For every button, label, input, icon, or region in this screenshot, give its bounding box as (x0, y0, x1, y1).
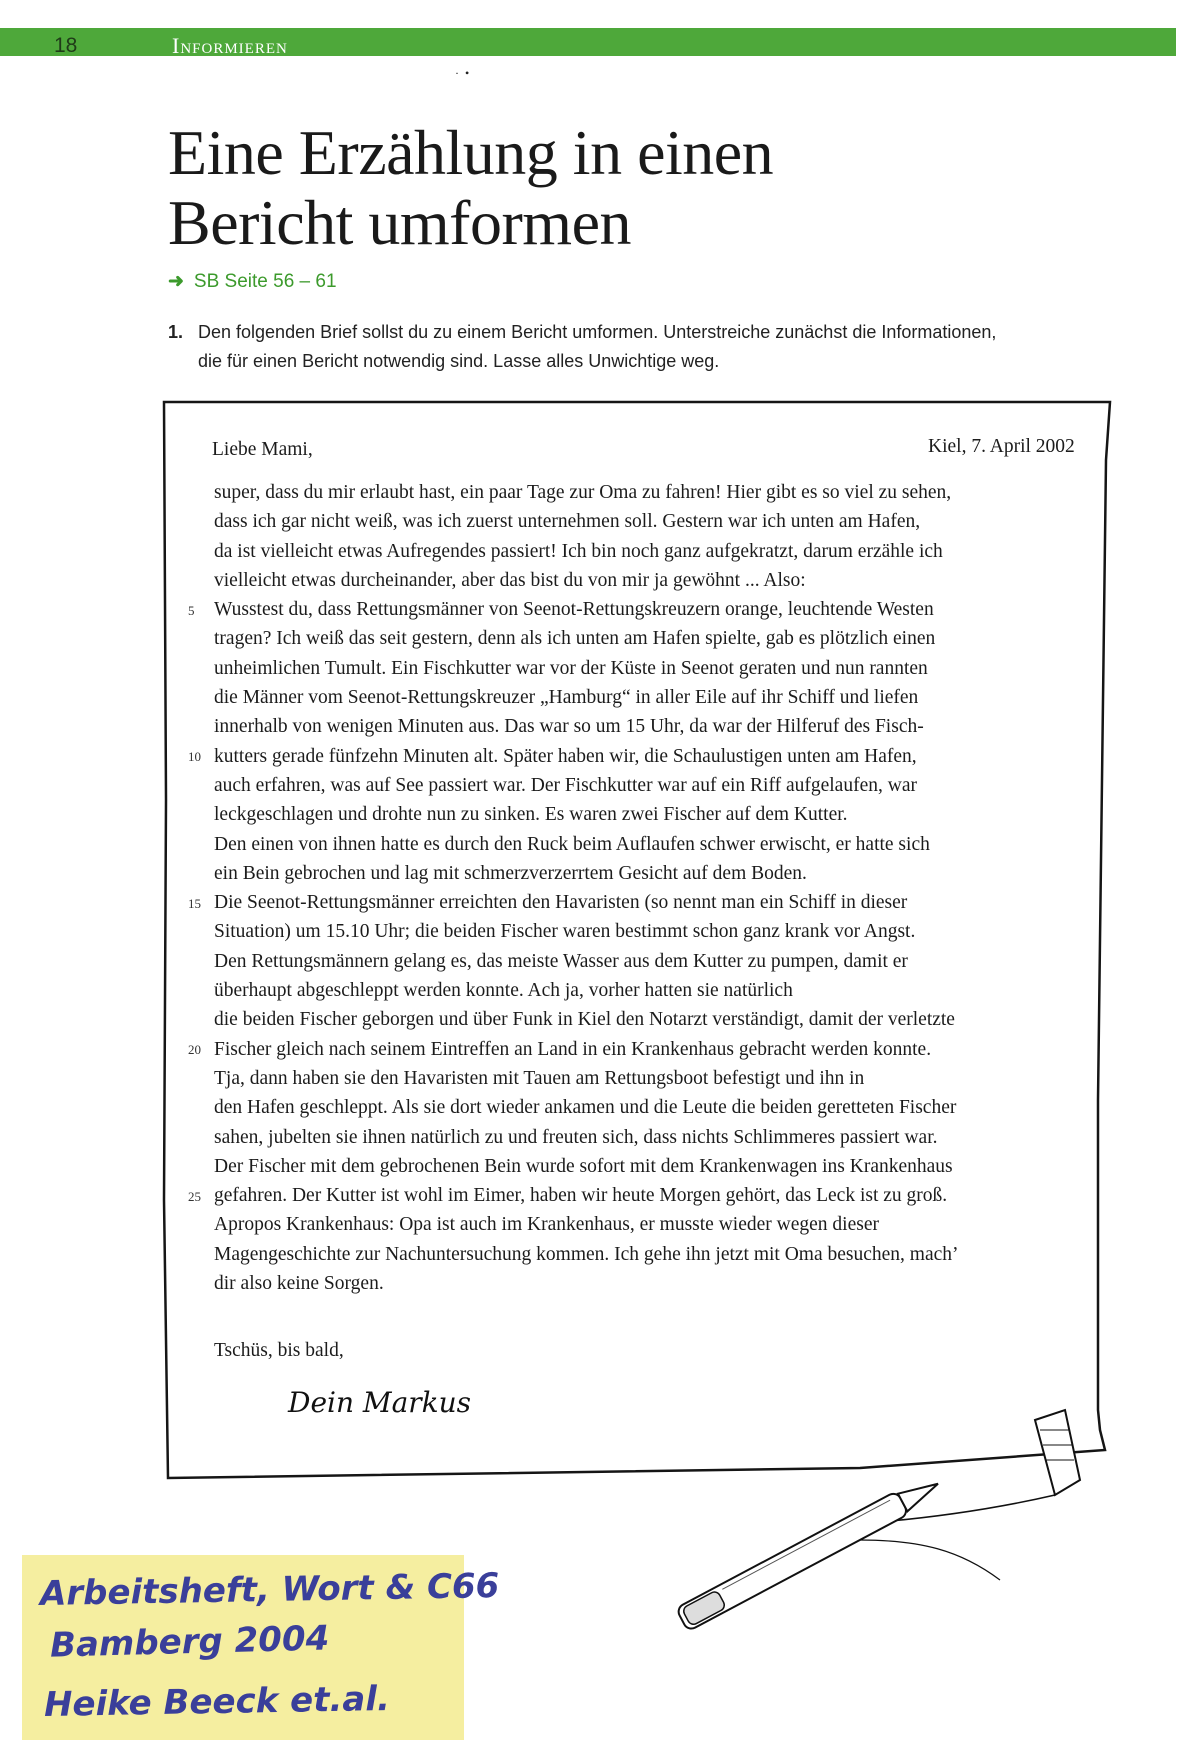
letter-line: die Männer vom Seenot-Rettungskreuzer „Hamburg“ in aller Eile auf ihr Schiff und liefen (214, 687, 919, 709)
letter-signature: Dein Markus (288, 1386, 472, 1419)
line-number: 25 (188, 1189, 201, 1204)
letter-line: ein Bein gebrochen und lag mit schmerzverzerrtem Gesicht auf dem Boden. (214, 862, 807, 884)
letter-line: Apropos Krankenhaus: Opa ist auch im Krankenhaus, er musste wieder wegen dieser (214, 1214, 879, 1236)
letter-salutation: Liebe Mami, (212, 439, 313, 460)
task-text-line-1: Den folgenden Brief sollst du zu einem Bericht umformen. Unterstreiche zunächst die Informationen, (198, 322, 997, 342)
task-instruction (168, 318, 1068, 376)
arrow-right-icon: ➜ (168, 271, 184, 292)
letter-line: Den Rettungsmännern gelang es, das meiste Wasser aus dem Kutter zu pumpen, damit er (214, 950, 908, 972)
letter-line: Der Fischer mit dem gebrochenen Bein wurde sofort mit dem Krankenwagen ins Krankenhaus (214, 1155, 953, 1177)
letter-line: kutters gerade fünfzehn Minuten alt. Später haben wir, die Schaulustigen unten am Hafen, (214, 745, 917, 767)
letter-line: tragen? Ich weiß das seit gestern, denn als ich unten am Hafen spielte, gab es plötzlich einen (214, 628, 936, 650)
letter-line: Den einen von ihnen hatte es durch den Ruck beim Auflaufen schwer erwischt, er hatte sich (214, 833, 930, 855)
letter-line: da ist vielleicht etwas Aufregendes passiert! Ich bin noch ganz aufgekratzt, darum erzähle ich (214, 540, 943, 562)
letter-line: dir also keine Sorgen. (214, 1273, 384, 1295)
page-number: 18 (54, 34, 78, 57)
letter-line: dass ich gar nicht weiß, was ich zuerst unternehmen soll. Gestern war ich unten am Hafen, (214, 511, 921, 533)
letter-closing: Tschüs, bis bald, (214, 1340, 344, 1361)
line-number: 15 (188, 896, 201, 911)
letter-line: vielleicht etwas durcheinander, aber das bist du von mir ja gewöhnt ... Also: (214, 569, 806, 591)
sticky-note-line-1: Arbeitsheft, Wort & C66 (39, 1565, 500, 1615)
section-label: Informieren (172, 33, 288, 58)
letter-line: Tja, dann haben sie den Havaristen mit Tauen am Rettungsboot befestigt und ihn in (214, 1067, 865, 1089)
sticky-note-line-2: Bamberg 2004 (49, 1618, 330, 1666)
letter-line: leckgeschlagen und drohte nun zu sinken. Es waren zwei Fischer auf dem Kutter. (214, 804, 848, 826)
reference-text: SB Seite 56 – 61 (193, 271, 337, 292)
letter-line: Magengeschichte zur Nachuntersuchung kommen. Ich gehe ihn jetzt mit Oma besuchen, mach’ (214, 1243, 959, 1265)
task-text-line-2: die für einen Bericht notwendig sind. Lasse alles Unwichtige weg. (198, 351, 720, 371)
page-title (168, 118, 773, 258)
letter-line: Situation) um 15.10 Uhr; die beiden Fischer waren bestimmt schon ganz krank vor Angst. (214, 921, 916, 943)
letter-line: super, dass du mir erlaubt hast, ein paar Tage zur Oma zu fahren! Hier gibt es so viel zu sehen, (214, 482, 952, 503)
letter-line: auch erfahren, was auf See passiert war. Der Fischkutter war auf ein Riff aufgelaufen, war (214, 774, 917, 796)
letter-line: Wusstest du, dass Rettungsmänner von Seenot-Rettungskreuzern orange, leuchtende Westen (214, 599, 934, 621)
reference-link[interactable] (168, 270, 337, 293)
letter-line: die beiden Fischer geborgen und über Funk in Kiel den Notarzt verständigt, damit der verletzte (214, 1009, 955, 1031)
letter-body (214, 478, 1094, 1298)
page-title-line-1: Eine Erzählung in einen (168, 117, 774, 188)
letter-line: gefahren. Der Kutter ist wohl im Eimer, haben wir heute Morgen gehört, das Leck ist zu groß. (214, 1185, 948, 1207)
letter-line: innerhalb von wenigen Minuten aus. Das war so um 15 Uhr, da war der Hilferuf des Fisch- (214, 716, 924, 738)
page-title-line-2: Bericht umformen (168, 187, 631, 258)
letter-place-date: Kiel, 7. April 2002 (928, 436, 1075, 457)
letter-line: überhaupt abgeschleppt werden konnte. Ach ja, vorher hatten sie natürlich (214, 980, 793, 1002)
letter-line: sahen, jubelten sie ihnen natürlich zu und freuten sich, dass nichts Schlimmeres passiert war. (214, 1126, 938, 1148)
sticky-note-line-3: Heike Beeck et.al. (43, 1678, 391, 1726)
letter-line: Die Seenot-Rettungsmänner erreichten den Havaristen (so nennt man ein Schiff in dieser (214, 892, 908, 914)
letter-line: unheimlichen Tumult. Ein Fischkutter war vor der Küste in Seenot geraten und nun rannten (214, 657, 928, 679)
pen-and-paper-illustration (660, 1400, 1120, 1635)
line-number: 20 (188, 1042, 201, 1057)
line-number: 5 (188, 603, 195, 618)
line-number: 10 (188, 749, 201, 764)
letter-line: Fischer gleich nach seinem Eintreffen an Land in ein Krankenhaus gebracht werden konnte. (214, 1038, 932, 1060)
letter-line: den Hafen geschleppt. Als sie dort wieder ankamen und die Leute die beiden geretteten Fischer (214, 1097, 957, 1119)
stray-mark: · • (455, 66, 470, 80)
task-number: 1. (168, 322, 184, 342)
